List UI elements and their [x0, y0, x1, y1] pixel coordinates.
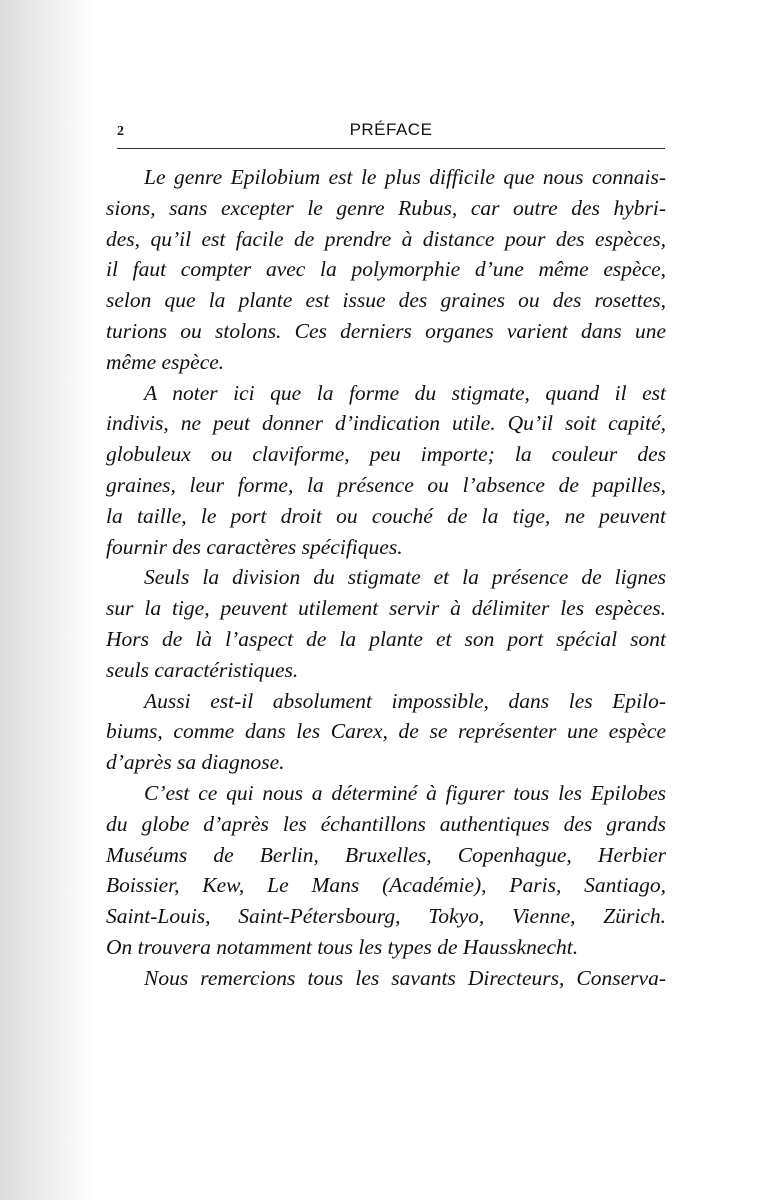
text-line: il faut compter avec la polymorphie d’une même espèce,: [106, 257, 666, 282]
text-line: Muséums de Berlin, Bruxelles, Copenhague, Herbier: [106, 842, 666, 867]
text-line: fournir des caractères spécifiques.: [106, 534, 403, 559]
page-header: [117, 120, 665, 146]
text-line: turions ou stolons. Ces derniers organes varient dans une: [106, 318, 666, 343]
text-line: seuls caractéristiques.: [106, 657, 299, 682]
body-text: [106, 162, 666, 994]
text-line: C’est ce qui nous a déterminé à figurer tous les Epilobes: [144, 780, 666, 805]
text-line: biums, comme dans les Carex, de se représenter une espèce: [106, 719, 666, 744]
text-line: Saint-Louis, Saint-Pétersbourg, Tokyo, Vienne, Zürich.: [106, 904, 666, 929]
text-line: sions, sans excepter le genre Rubus, car outre des hybri-: [106, 195, 666, 220]
text-line: Boissier, Kew, Le Mans (Académie), Paris, Santiago,: [106, 873, 666, 898]
text-line: A noter ici que la forme du stigmate, quand il est: [144, 380, 666, 405]
text-line: Seuls la division du stigmate et la présence de lignes: [144, 565, 666, 590]
text-line: du globe d’après les échantillons authentiques des grands: [106, 811, 666, 836]
text-line: Le genre Epilobium est le plus difficile que nous connais-: [144, 165, 666, 189]
header-rule: [117, 148, 665, 149]
text-line: Hors de là l’aspect de la plante et son port spécial sont: [106, 626, 666, 651]
text-line: Aussi est-il absolument impossible, dans les Epilo-: [144, 688, 666, 713]
text-line: globuleux ou claviforme, peu importe; la couleur des: [106, 442, 666, 467]
text-line: des, qu’il est facile de prendre à distance pour des espèces,: [106, 226, 666, 251]
text-line: la taille, le port droit ou couché de la tige, ne peuvent: [106, 503, 666, 528]
text-line: même espèce.: [106, 349, 225, 374]
text-line: On trouvera notamment tous les types de Haussknecht.: [106, 934, 579, 959]
text-line: indivis, ne peut donner d’indication utile. Qu’il soit capité,: [106, 411, 666, 436]
text-line: graines, leur forme, la présence ou l’absence de papilles,: [106, 472, 666, 497]
text-line: Nous remercions tous les savants Directeurs, Conserva-: [144, 965, 666, 990]
running-head-title: PRÉFACE: [349, 120, 433, 139]
text-line: d’après sa diagnose.: [106, 750, 285, 775]
text-line: sur la tige, peuvent utilement servir à délimiter les espèces.: [106, 596, 666, 621]
text-line: selon que la plante est issue des graines ou des rosettes,: [106, 288, 666, 313]
page-number: 2: [117, 124, 124, 139]
